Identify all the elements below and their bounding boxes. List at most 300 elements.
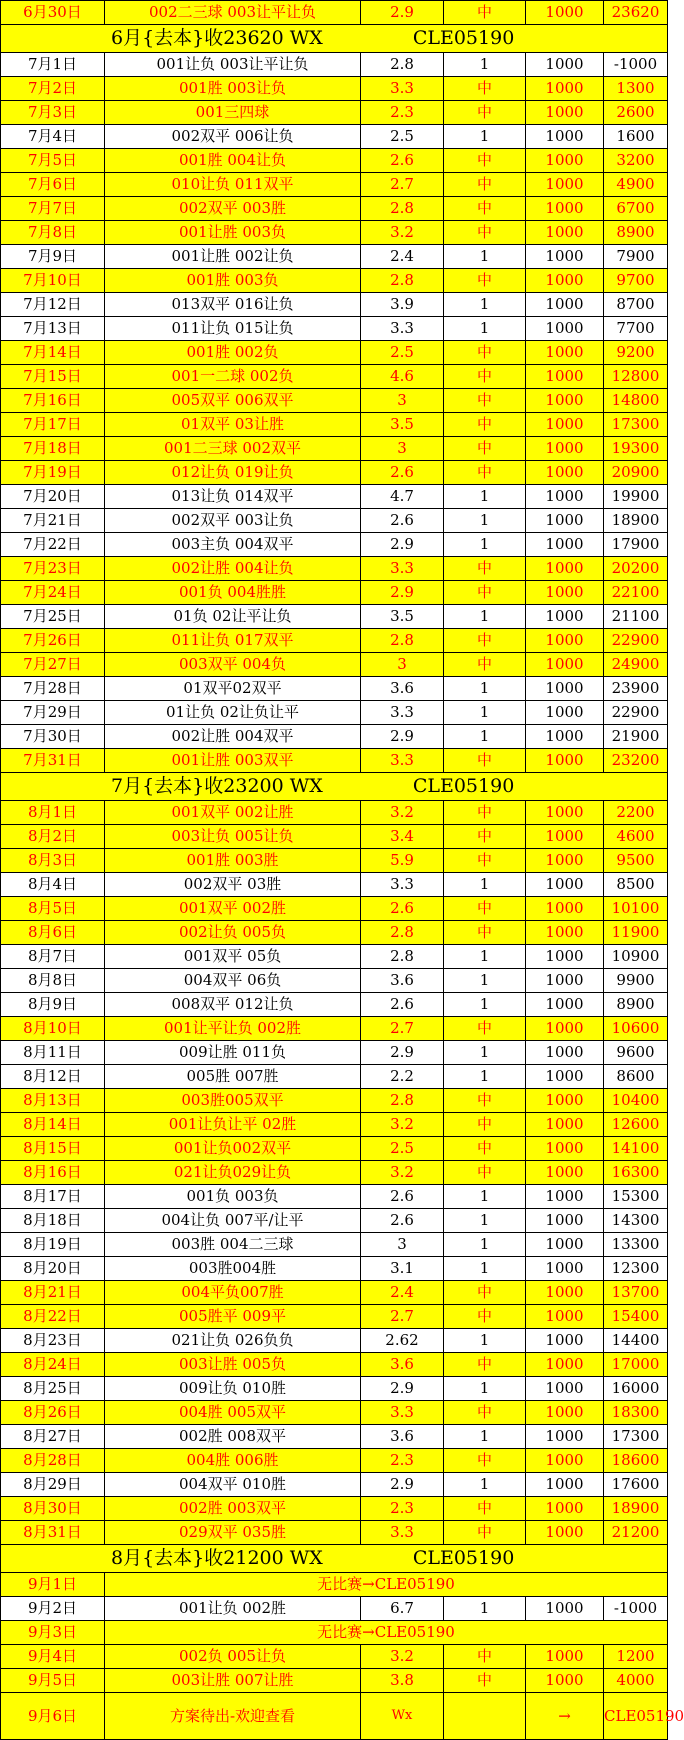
stake-cell: 1000 <box>526 605 604 629</box>
date-cell: 8月8日 <box>1 969 105 993</box>
odds-cell: 2.4 <box>361 1281 444 1305</box>
stake-cell: 1000 <box>526 533 604 557</box>
balance-cell: 4600 <box>604 825 668 849</box>
odds-cell: 3 <box>361 437 444 461</box>
table-row <box>1 437 668 461</box>
table-row <box>1 53 668 77</box>
stake-cell: 1000 <box>526 77 604 101</box>
pick-cell: 011让负 015让负 <box>105 317 361 341</box>
result-cell: 1 <box>444 1209 526 1233</box>
date-cell: 7月26日 <box>1 629 105 653</box>
table-row <box>1 1353 668 1377</box>
odds-cell: 3.3 <box>361 1401 444 1425</box>
pick-cell: 002负 005让负 <box>105 1645 361 1669</box>
table-row <box>1 1209 668 1233</box>
date-cell: 8月11日 <box>1 1041 105 1065</box>
stake-cell: 1000 <box>526 557 604 581</box>
odds-cell: 3.6 <box>361 677 444 701</box>
stake-cell: 1000 <box>526 825 604 849</box>
stake-cell: 1000 <box>526 413 604 437</box>
result-cell: 中 <box>444 389 526 413</box>
pick-cell: 01双平 03让胜 <box>105 413 361 437</box>
odds-cell: 2.9 <box>361 533 444 557</box>
pick-cell: 003让胜 005负 <box>105 1353 361 1377</box>
date-cell: 7月12日 <box>1 293 105 317</box>
stake-cell: 1000 <box>526 101 604 125</box>
result-cell: 中 <box>444 173 526 197</box>
date-cell: 8月18日 <box>1 1209 105 1233</box>
odds-cell: 2.9 <box>361 725 444 749</box>
table-row <box>1 749 668 773</box>
table-row <box>1 945 668 969</box>
stake-cell: 1000 <box>526 849 604 873</box>
stake-cell: 1000 <box>526 1597 604 1621</box>
result-cell: 1 <box>444 317 526 341</box>
table-row <box>1 993 668 1017</box>
date-cell: 9月1日 <box>1 1573 105 1597</box>
odds-cell: 2.6 <box>361 509 444 533</box>
table-row <box>1 1281 668 1305</box>
table-row <box>1 1693 668 1740</box>
result-cell: 1 <box>444 509 526 533</box>
table-row <box>1 101 668 125</box>
pick-cell: 003胜005双平 <box>105 1089 361 1113</box>
balance-cell: 10100 <box>604 897 668 921</box>
result-cell: 中 <box>444 921 526 945</box>
result-cell: 1 <box>444 1041 526 1065</box>
date-cell: 7月24日 <box>1 581 105 605</box>
pick-cell: 001三四球 <box>105 101 361 125</box>
odds-cell: 3.3 <box>361 317 444 341</box>
balance-cell: 24900 <box>604 653 668 677</box>
result-cell: 中 <box>444 1401 526 1425</box>
pick-cell: 002胜 008双平 <box>105 1425 361 1449</box>
result-cell: 1 <box>444 245 526 269</box>
table-row <box>1 873 668 897</box>
table-row <box>1 801 668 825</box>
date-cell: 8月6日 <box>1 921 105 945</box>
pick-cell: 001让负让平 02胜 <box>105 1113 361 1137</box>
date-cell: 8月20日 <box>1 1257 105 1281</box>
stake-cell: 1000 <box>526 1113 604 1137</box>
odds-cell: 3.3 <box>361 1521 444 1545</box>
pick-cell: 004双平 010胜 <box>105 1473 361 1497</box>
date-cell: 7月14日 <box>1 341 105 365</box>
pick-cell: 004胜 006胜 <box>105 1449 361 1473</box>
pick-cell: 002让负 005负 <box>105 921 361 945</box>
pick-cell: 010让负 011双平 <box>105 173 361 197</box>
date-cell: 8月13日 <box>1 1089 105 1113</box>
pick-cell: 009让胜 011负 <box>105 1041 361 1065</box>
pick-cell: 001胜 002负 <box>105 341 361 365</box>
stake-cell: 1000 <box>526 1185 604 1209</box>
odds-cell: Wx <box>361 1693 444 1740</box>
date-cell: 8月5日 <box>1 897 105 921</box>
balance-cell: 14100 <box>604 1137 668 1161</box>
pick-cell: 003胜 004二三球 <box>105 1233 361 1257</box>
stake-cell: 1000 <box>526 317 604 341</box>
pick-cell: 001让胜 003双平 <box>105 749 361 773</box>
balance-cell: 14800 <box>604 389 668 413</box>
result-cell: 中 <box>444 1 526 25</box>
odds-cell: 3.2 <box>361 1645 444 1669</box>
odds-cell: 2.5 <box>361 1137 444 1161</box>
balance-cell: 9200 <box>604 341 668 365</box>
pick-cell: 029双平 035胜 <box>105 1521 361 1545</box>
table-row <box>1 1065 668 1089</box>
stake-cell: 1000 <box>526 1449 604 1473</box>
table-row <box>1 1497 668 1521</box>
table-row <box>1 1137 668 1161</box>
balance-cell: 9900 <box>604 969 668 993</box>
table-row <box>1 461 668 485</box>
stake-cell: 1000 <box>526 245 604 269</box>
date-cell: 8月17日 <box>1 1185 105 1209</box>
pick-cell: 004平负007胜 <box>105 1281 361 1305</box>
stake-cell: 1000 <box>526 1161 604 1185</box>
result-cell: 中 <box>444 437 526 461</box>
table-row <box>1 1041 668 1065</box>
table-row <box>1 725 668 749</box>
result-cell: 中 <box>444 1089 526 1113</box>
table-row <box>1 1233 668 1257</box>
odds-cell: 2.8 <box>361 53 444 77</box>
table-row <box>1 1089 668 1113</box>
balance-cell: 16300 <box>604 1161 668 1185</box>
result-cell: 1 <box>444 605 526 629</box>
stake-cell: → <box>526 1693 604 1740</box>
result-cell: 1 <box>444 53 526 77</box>
no-match-note: 无比赛→CLE05190 <box>105 1621 668 1645</box>
odds-cell: 2.3 <box>361 1449 444 1473</box>
result-cell <box>444 1693 526 1740</box>
date-cell: 7月22日 <box>1 533 105 557</box>
pick-cell: 002胜 003双平 <box>105 1497 361 1521</box>
result-cell: 1 <box>444 1329 526 1353</box>
table-row <box>1 581 668 605</box>
balance-cell: 21100 <box>604 605 668 629</box>
table-row <box>1 701 668 725</box>
date-cell: 8月31日 <box>1 1521 105 1545</box>
table-row <box>1 557 668 581</box>
date-cell: 7月30日 <box>1 725 105 749</box>
pick-cell: 005胜平 009平 <box>105 1305 361 1329</box>
stake-cell: 1000 <box>526 1329 604 1353</box>
result-cell: 1 <box>444 1597 526 1621</box>
odds-cell: 3.2 <box>361 801 444 825</box>
result-cell: 中 <box>444 801 526 825</box>
result-cell: 1 <box>444 1425 526 1449</box>
date-cell: 7月7日 <box>1 197 105 221</box>
odds-cell: 2.9 <box>361 1377 444 1401</box>
table-row <box>1 1377 668 1401</box>
result-cell: 中 <box>444 849 526 873</box>
pick-cell: 001胜 003让负 <box>105 77 361 101</box>
pick-cell: 001二三球 002双平 <box>105 437 361 461</box>
balance-cell: CLE05190 <box>604 1693 668 1740</box>
stake-cell: 1000 <box>526 873 604 897</box>
balance-cell: 2200 <box>604 801 668 825</box>
table-row <box>1 269 668 293</box>
result-cell: 中 <box>444 1669 526 1693</box>
month-summary-row <box>1 1545 668 1573</box>
date-cell: 7月27日 <box>1 653 105 677</box>
result-cell: 1 <box>444 1185 526 1209</box>
stake-cell: 1000 <box>526 1473 604 1497</box>
pick-cell: 003让胜 007让胜 <box>105 1669 361 1693</box>
table-row <box>1 969 668 993</box>
result-cell: 1 <box>444 993 526 1017</box>
date-cell: 8月2日 <box>1 825 105 849</box>
result-cell: 中 <box>444 197 526 221</box>
pick-cell: 003双平 004负 <box>105 653 361 677</box>
date-cell: 7月18日 <box>1 437 105 461</box>
stake-cell: 1000 <box>526 1377 604 1401</box>
balance-cell: 1600 <box>604 125 668 149</box>
result-cell: 中 <box>444 749 526 773</box>
stake-cell: 1000 <box>526 945 604 969</box>
balance-cell: 12300 <box>604 1257 668 1281</box>
table-row <box>1 125 668 149</box>
stake-cell: 1000 <box>526 629 604 653</box>
result-cell: 中 <box>444 149 526 173</box>
stake-cell: 1000 <box>526 221 604 245</box>
odds-cell: 2.6 <box>361 149 444 173</box>
date-cell: 7月20日 <box>1 485 105 509</box>
table-row <box>1 533 668 557</box>
result-cell: 1 <box>444 533 526 557</box>
date-cell: 8月30日 <box>1 1497 105 1521</box>
odds-cell: 6.7 <box>361 1597 444 1621</box>
table-row <box>1 1645 668 1669</box>
stake-cell: 1000 <box>526 509 604 533</box>
result-cell: 1 <box>444 293 526 317</box>
table-row <box>1 1669 668 1693</box>
odds-cell: 3.6 <box>361 1425 444 1449</box>
pick-cell: 001胜 003胜 <box>105 849 361 873</box>
month-summary-text: 6月{去本}收23620 WX <box>111 27 323 49</box>
stake-cell: 1000 <box>526 1521 604 1545</box>
date-cell: 8月15日 <box>1 1137 105 1161</box>
no-match-row <box>1 1573 668 1597</box>
date-cell: 7月28日 <box>1 677 105 701</box>
balance-cell: 13700 <box>604 1281 668 1305</box>
date-cell: 7月9日 <box>1 245 105 269</box>
stake-cell: 1000 <box>526 1645 604 1669</box>
table-row <box>1 1257 668 1281</box>
pick-cell: 001让负 003让平让负 <box>105 53 361 77</box>
stake-cell: 1000 <box>526 1281 604 1305</box>
date-cell: 8月1日 <box>1 801 105 825</box>
stake-cell: 1000 <box>526 1137 604 1161</box>
pick-cell: 001负 004胜胜 <box>105 581 361 605</box>
stake-cell: 1000 <box>526 921 604 945</box>
table-row <box>1 825 668 849</box>
balance-cell: 14400 <box>604 1329 668 1353</box>
pick-cell: 021让负029让负 <box>105 1161 361 1185</box>
date-cell: 9月2日 <box>1 1597 105 1621</box>
balance-cell: 18900 <box>604 1497 668 1521</box>
stake-cell: 1000 <box>526 53 604 77</box>
table-row <box>1 1305 668 1329</box>
odds-cell: 2.2 <box>361 1065 444 1089</box>
balance-cell: 18900 <box>604 509 668 533</box>
odds-cell: 2.5 <box>361 341 444 365</box>
odds-cell: 3.2 <box>361 221 444 245</box>
table-row <box>1 1449 668 1473</box>
balance-cell: 7700 <box>604 317 668 341</box>
balance-cell: 4000 <box>604 1669 668 1693</box>
result-cell: 中 <box>444 1161 526 1185</box>
pick-cell: 002双平 03胜 <box>105 873 361 897</box>
pick-cell: 005双平 006双平 <box>105 389 361 413</box>
table-row <box>1 1113 668 1137</box>
stake-cell: 1000 <box>526 1305 604 1329</box>
balance-cell: 12800 <box>604 365 668 389</box>
result-cell: 中 <box>444 653 526 677</box>
balance-cell: 1200 <box>604 1645 668 1669</box>
odds-cell: 2.9 <box>361 581 444 605</box>
result-cell: 中 <box>444 101 526 125</box>
table-row <box>1 245 668 269</box>
stake-cell: 1000 <box>526 701 604 725</box>
balance-cell: 17000 <box>604 1353 668 1377</box>
pick-cell: 013让负 014双平 <box>105 485 361 509</box>
month-summary-cell <box>1 1545 668 1573</box>
balance-cell: 17300 <box>604 1425 668 1449</box>
odds-cell: 2.9 <box>361 1473 444 1497</box>
balance-cell: 22100 <box>604 581 668 605</box>
stake-cell: 1000 <box>526 969 604 993</box>
stake-cell: 1000 <box>526 1017 604 1041</box>
result-cell: 中 <box>444 1305 526 1329</box>
table-row <box>1 629 668 653</box>
pick-cell: 001双平 05负 <box>105 945 361 969</box>
table-row <box>1 197 668 221</box>
stake-cell: 1000 <box>526 485 604 509</box>
date-cell: 8月29日 <box>1 1473 105 1497</box>
result-cell: 1 <box>444 1065 526 1089</box>
stake-cell: 1000 <box>526 1669 604 1693</box>
date-cell: 8月4日 <box>1 873 105 897</box>
balance-cell: 21200 <box>604 1521 668 1545</box>
month-summary-code: CLE05190 <box>412 775 515 797</box>
pick-cell: 001胜 003负 <box>105 269 361 293</box>
date-cell: 8月22日 <box>1 1305 105 1329</box>
stake-cell: 1000 <box>526 293 604 317</box>
pick-cell: 002双平 003让负 <box>105 509 361 533</box>
table-row <box>1 509 668 533</box>
table-row <box>1 1473 668 1497</box>
stake-cell: 1000 <box>526 1209 604 1233</box>
stake-cell: 1000 <box>526 1 604 25</box>
odds-cell: 2.3 <box>361 1497 444 1521</box>
stake-cell: 1000 <box>526 341 604 365</box>
stake-cell: 1000 <box>526 581 604 605</box>
odds-cell: 2.6 <box>361 1209 444 1233</box>
month-summary-code: CLE05190 <box>412 27 515 49</box>
odds-cell: 3.3 <box>361 557 444 581</box>
result-cell: 1 <box>444 701 526 725</box>
stake-cell: 1000 <box>526 1497 604 1521</box>
odds-cell: 4.7 <box>361 485 444 509</box>
odds-cell: 2.6 <box>361 1185 444 1209</box>
result-cell: 1 <box>444 1257 526 1281</box>
result-cell: 中 <box>444 1281 526 1305</box>
pick-cell: 004让负 007平/让平 <box>105 1209 361 1233</box>
balance-cell: 8900 <box>604 993 668 1017</box>
balance-cell: -1000 <box>604 1597 668 1621</box>
table-row <box>1 1401 668 1425</box>
date-cell: 7月15日 <box>1 365 105 389</box>
table-row <box>1 1597 668 1621</box>
stake-cell: 1000 <box>526 197 604 221</box>
balance-cell: 11900 <box>604 921 668 945</box>
table-row <box>1 485 668 509</box>
pick-cell: 003胜004胜 <box>105 1257 361 1281</box>
balance-cell: 23200 <box>604 749 668 773</box>
date-cell: 7月3日 <box>1 101 105 125</box>
table-row <box>1 1329 668 1353</box>
pick-cell: 01让负 02让负让平 <box>105 701 361 725</box>
balance-cell: 8900 <box>604 221 668 245</box>
stake-cell: 1000 <box>526 653 604 677</box>
balance-cell: 4900 <box>604 173 668 197</box>
odds-cell: 2.8 <box>361 945 444 969</box>
table-row <box>1 365 668 389</box>
stake-cell: 1000 <box>526 461 604 485</box>
date-cell: 8月21日 <box>1 1281 105 1305</box>
stake-cell: 1000 <box>526 1233 604 1257</box>
balance-cell: 20900 <box>604 461 668 485</box>
table-row <box>1 849 668 873</box>
result-cell: 中 <box>444 269 526 293</box>
result-cell: 中 <box>444 1645 526 1669</box>
odds-cell: 3.2 <box>361 1113 444 1137</box>
table-row <box>1 389 668 413</box>
result-cell: 1 <box>444 725 526 749</box>
stake-cell: 1000 <box>526 677 604 701</box>
balance-cell: 19300 <box>604 437 668 461</box>
odds-cell: 2.5 <box>361 125 444 149</box>
month-summary-cell <box>1 773 668 801</box>
table-row <box>1 413 668 437</box>
table-row <box>1 221 668 245</box>
pick-cell: 021让负 026负负 <box>105 1329 361 1353</box>
balance-cell: 10900 <box>604 945 668 969</box>
pick-cell: 002让胜 004让负 <box>105 557 361 581</box>
date-cell: 7月17日 <box>1 413 105 437</box>
result-cell: 中 <box>444 1137 526 1161</box>
balance-cell: 6700 <box>604 197 668 221</box>
odds-cell: 3 <box>361 653 444 677</box>
result-cell: 中 <box>444 1449 526 1473</box>
balance-cell: 22900 <box>604 629 668 653</box>
odds-cell: 2.9 <box>361 1041 444 1065</box>
odds-cell: 2.3 <box>361 101 444 125</box>
date-cell: 7月5日 <box>1 149 105 173</box>
pick-cell: 008双平 012让负 <box>105 993 361 1017</box>
date-cell: 7月19日 <box>1 461 105 485</box>
odds-cell: 3.2 <box>361 1161 444 1185</box>
stake-cell: 1000 <box>526 801 604 825</box>
balance-cell: 17600 <box>604 1473 668 1497</box>
result-cell: 中 <box>444 461 526 485</box>
stake-cell: 1000 <box>526 1041 604 1065</box>
date-cell: 7月16日 <box>1 389 105 413</box>
date-cell: 8月25日 <box>1 1377 105 1401</box>
result-cell: 中 <box>444 413 526 437</box>
